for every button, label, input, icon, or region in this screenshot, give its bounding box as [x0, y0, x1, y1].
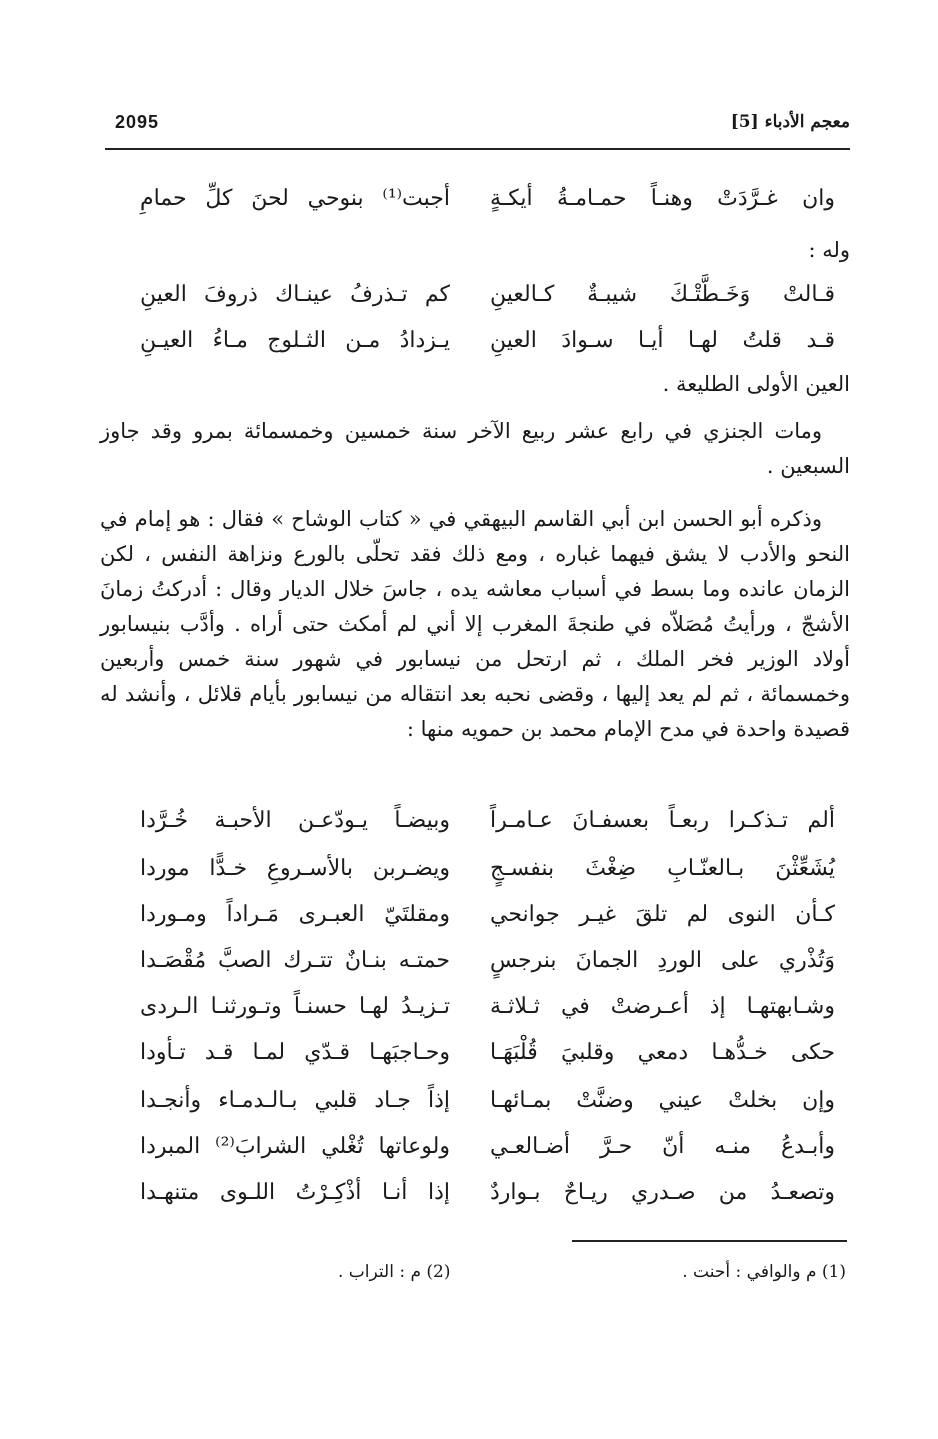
hemistich-right: وتصعـدُ من صـدري ريـاحٌ بـواردٌ	[490, 1180, 835, 1205]
poem-verse-2	[100, 856, 835, 896]
hemistich-right: وأبـدعُ منـه أنّ حـرَّ أضـالعـي	[490, 1134, 835, 1159]
poem-verse-3	[100, 902, 835, 942]
hemistich-right: يُشَعِّثْنَ بـالعنّـابِ ضِغْثَ بنفسـجٍ	[490, 856, 835, 881]
hemistich-left: حمتـه بنـانٌ تتـرك الصبَّ مُقْصَـدا	[140, 948, 450, 973]
hemistich-right: وان غـرَّدَتْ وهنـاً حمـامـةُ أيكـةٍ	[490, 186, 835, 211]
poem-verse-9	[100, 1180, 835, 1220]
ayn-note: العين الأولى الطليعة .	[662, 372, 850, 396]
hemistich-right: قـالتْ وَخَـطَّتْـكَ شيبـةٌ كـالعينِ	[490, 282, 835, 307]
hemistich-right: وإن بخلتْ عيني وضنَّتْ بمـائهـا	[490, 1088, 835, 1113]
hemistich-left: يـزدادُ مـن الثـلوج مـاءُ العيـنِ	[140, 328, 450, 353]
poem-verse-7	[100, 1088, 835, 1128]
hemistich-left: أجبت⁽¹⁾ بنوحي لحنَ كلِّ حمامِ	[140, 186, 450, 211]
hemistich-right: ألم تـذكـرا ربعـاً بعسفـانَ عـامـراً	[490, 808, 835, 833]
hemistich-left: تـزيـدُ لهـا حسنـاً وتـورثنـا الـردى	[140, 994, 450, 1019]
hemistich-left: إذا أنـا أذْكِـرْتُ اللـوى متنهـدا	[140, 1180, 450, 1205]
bayhaqi-paragraph	[100, 502, 850, 747]
page-header	[105, 108, 850, 150]
hemistich-right: قـد قلتُ لهـا أيـا سـوادَ العينِ	[490, 328, 835, 353]
hemistich-right: حكى خـدُّهـا دمعي وقلبيَ قُلْبَهَـا	[490, 1040, 835, 1065]
poem-verse-5	[100, 994, 835, 1034]
hemistich-right: وَتُذْري على الوردِ الجمانَ بنرجسٍ	[490, 948, 835, 973]
hemistich-left: وبيضـاً يـودّعـن الأحبـة خُـرَّدا	[140, 808, 450, 833]
poem-verse-1	[100, 808, 835, 848]
hemistich-right: كـأن النوى لم تلقَ غيـر جوانحي	[490, 902, 835, 927]
wa-lahu-label: وله :	[808, 238, 850, 262]
hemistich-left: ومقلتَيّ العبـرى مَـراداً ومـوردا	[140, 902, 450, 927]
hemistich-left: إذاً جـاد قلبي بـالـدمـاء وأنجـدا	[140, 1088, 450, 1113]
hemistich-left: وحـاجبَهـا قـدّي لمـا قـد تـأودا	[140, 1040, 450, 1065]
hemistich-left: ويضـربن بالأسـروعِ خـدًّا موردا	[140, 856, 450, 881]
top-verse	[100, 186, 835, 226]
ayn-verse-1	[100, 282, 835, 322]
paragraph-text: وذكره أبو الحسن ابن أبي القاسم البيهقي في « كتاب الوشاح » فقال : هو إمام في النحو والأدب لا يشق فيهما غباره ، ومع ذلك فقد تحلّى بالورع ونزاهة النفس ، لكن الزمان عانده وما بسط في أسباب معاشه يده ، جاسَ خلال الديار وقال : أدركتُ زمانَ الأشجّ ، ورأيتُ مُصَلاّه في طنجةَ المغرب إلا أني لم أمكث حتى أراه . وأدَّب بنيسابور أولاد الوزير فخر الملك ، ثم ارتحل من نيسابور في شهور سنة خمس وأربعين وخمسمائة ، ثم لم يعد إليها ، وقضى نحبه بعد انتقاله من نيسابور بأيام قلائل ، وأنشد له قصيدة واحدة في مدح الإمام محمد بن حمويه منها :	[100, 507, 850, 741]
ayn-verse-2	[100, 328, 835, 368]
hemistich-left: ولوعاتها تُغْلي الشرابَ⁽²⁾ المبردا	[140, 1134, 450, 1159]
footnote-rule	[572, 1240, 847, 1242]
poem-verse-4	[100, 948, 835, 988]
footnote-1: (1) م والوافي : أحنت .	[682, 1262, 846, 1282]
poem-verse-8	[100, 1134, 835, 1174]
page-number: 2095	[115, 112, 160, 132]
footnote-2: (2) م : التراب .	[338, 1262, 451, 1282]
hemistich-left: كم تـذرفُ عينـاك ذروفَ العينِ	[140, 282, 450, 307]
hemistich-right: وشـابهتهـا إذ أعـرضتْ في ثـلاثـة	[490, 994, 835, 1019]
book-title: معجم الأدباء [5]	[730, 112, 850, 132]
death-paragraph	[100, 414, 850, 484]
paragraph-text: ومات الجنزي في رابع عشر ربيع الآخر سنة خمسين وخمسمائة بمرو وقد جاوز السبعين .	[100, 419, 850, 478]
poem-verse-6	[100, 1040, 835, 1080]
